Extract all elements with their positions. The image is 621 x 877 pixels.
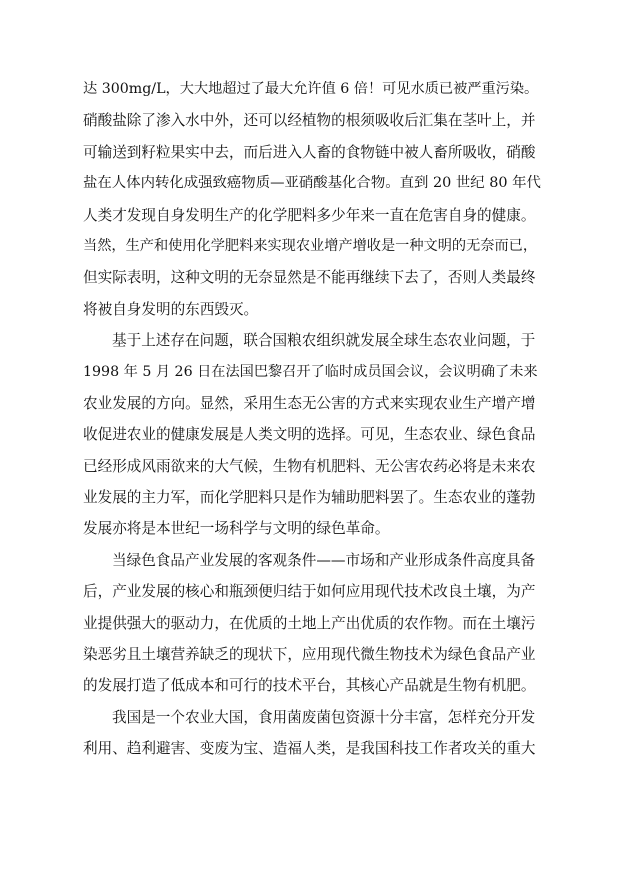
text-line: 农业发展的方向。显然，采用生态无公害的方式来实现农业生产增产增 — [83, 394, 536, 412]
text-line: 的发展打造了低成本和可行的技术平台，其核心产品就是生物有机肥。 — [83, 677, 536, 695]
text-line: 1998 年 5 月 26 日在法国巴黎召开了临时成员国会议，会议明确了未来 — [83, 363, 538, 380]
text-line: 硝酸盐除了渗入水中外，还可以经植物的根须吸收后汇集在茎叶上，并 — [83, 112, 536, 130]
paragraph-mushroom-waste — [83, 702, 543, 765]
text-line: 人类才发现自身发明生产的化学肥料多少年来一直在危害自身的健康。 — [83, 206, 536, 224]
text-line: 当然，生产和使用化学肥料来实现农业增产增收是一种文明的无奈而已， — [83, 237, 538, 254]
text-line: 发展亦将是本世纪一场科学与文明的绿色革命。 — [83, 520, 390, 538]
text-line: 将被自身发明的东西毁灭。 — [83, 300, 259, 318]
text-line: 达 300mg/L，大大地超过了最大允许值 6 倍！可见水质已被严重污染。 — [83, 81, 539, 97]
paragraph-nitrate-pollution — [83, 74, 543, 325]
text-line: 我国是一个农业大国，食用菌废菌包资源十分丰富，怎样充分开发 — [112, 708, 536, 726]
text-line: 染恶劣且土壤营养缺乏的现状下，应用现代微生物技术为绿色食品产业 — [83, 646, 536, 664]
document-body — [83, 74, 543, 765]
text-line: 可输送到籽粒果实中去，而后进入人畜的食物链中被人畜所吸收，硝酸 — [83, 143, 536, 161]
text-line: 后，产业发展的核心和瓶颈便归结于如何应用现代技术改良土壤，为产 — [83, 583, 536, 601]
text-line: 盐在人体内转化成强致癌物质—亚硝酸基化合物。直到 20 世纪 80 年代 — [83, 175, 541, 192]
text-line: 业发展的主力军，而化学肥料只是作为辅助肥料罢了。生态农业的蓬勃 — [83, 489, 536, 507]
text-line: 利用、趋利避害、变废为宝、造福人类，是我国科技工作者攻关的重大 — [83, 740, 536, 758]
text-line: 基于上述存在问题，联合国粮农组织就发展全球生态农业问题，于 — [112, 332, 536, 350]
text-line: 已经形成风雨欲来的大气候，生物有机肥料、无公害农药必将是未来农 — [83, 457, 536, 475]
paragraph-fao-meeting — [83, 325, 543, 545]
text-line: 业提供强大的驱动力，在优质的土地上产出优质的农作物。而在土壤污 — [83, 614, 536, 632]
paragraph-green-food-industry — [83, 545, 543, 702]
text-line: 收促进农业的健康发展是人类文明的选择。可见，生态农业、绿色食品 — [83, 426, 536, 444]
text-line: 当绿色食品产业发展的客观条件——市场和产业形成条件高度具备 — [112, 551, 536, 569]
text-line: 但实际表明，这种文明的无奈显然是不能再继续下去了，否则人类最终 — [83, 269, 536, 287]
